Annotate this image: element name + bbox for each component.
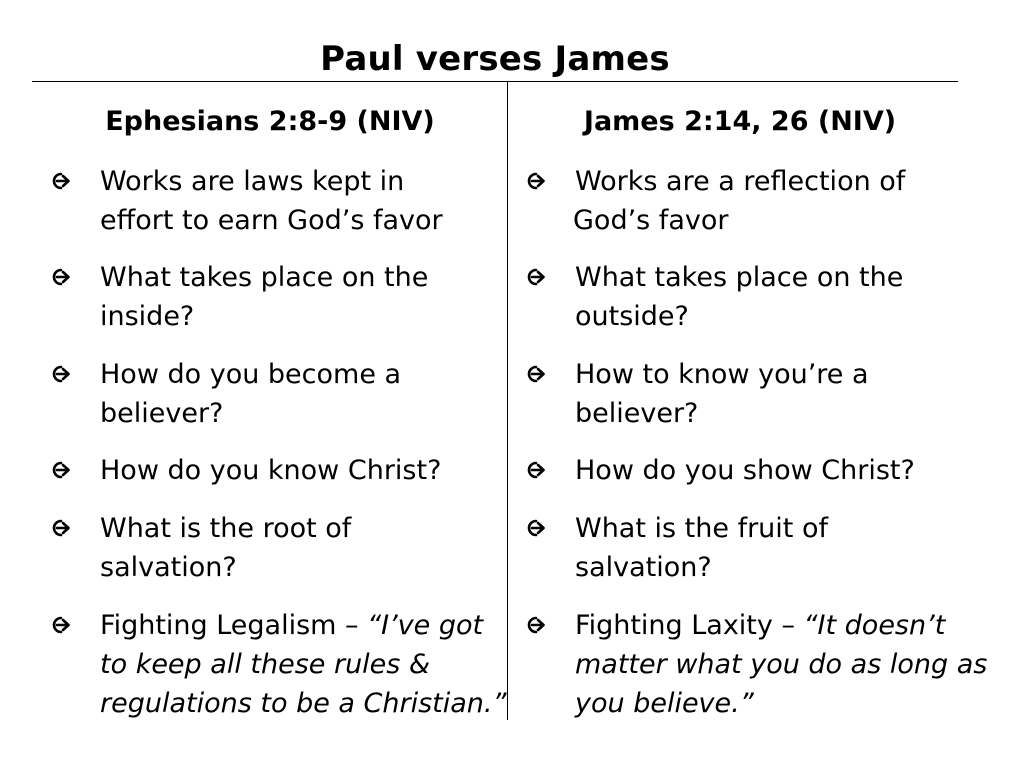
bullet-line	[575, 606, 987, 645]
bullet-line: effort to earn God’s favor	[100, 205, 443, 236]
bullet-line: How do you become a	[100, 359, 402, 390]
bullet-quote: “I’ve got	[367, 610, 484, 641]
left-bullet-1	[52, 162, 443, 240]
right-arrow-icon	[52, 460, 72, 480]
bullet-line: Works are a reflection of	[575, 166, 906, 197]
bullet-line	[575, 645, 987, 684]
bullet-line: How do you show Christ?	[575, 455, 915, 486]
bullet-quote: to keep all these rules &	[100, 649, 430, 680]
right-column-heading: James 2:14, 26 (NIV)	[583, 106, 897, 137]
right-bullet-1	[527, 162, 905, 240]
right-arrow-icon	[527, 460, 547, 480]
bullet-line: What is the root of	[100, 513, 352, 544]
right-arrow-icon	[52, 518, 72, 538]
right-arrow-icon	[527, 171, 547, 191]
page-title: Paul verses James	[320, 39, 670, 79]
bullet-line: God’s favor	[573, 205, 729, 236]
bullet-line: What is the fruit of	[575, 513, 828, 544]
bullet-line: outside?	[575, 301, 689, 332]
bullet-line	[100, 606, 506, 645]
bullet-line	[575, 684, 987, 723]
left-bullet-6	[52, 606, 506, 723]
right-arrow-icon	[527, 267, 547, 287]
bullet-line: salvation?	[100, 552, 237, 583]
right-arrow-icon	[52, 615, 72, 635]
bullet-line: inside?	[100, 301, 195, 332]
right-bullet-3	[527, 355, 869, 433]
bullet-quote: regulations to be a Christian.”	[100, 688, 507, 719]
bullet-line: How to know you’re a	[575, 359, 869, 390]
bullet-line: Works are laws kept in	[100, 166, 405, 197]
bullet-quote: “It doesn’t	[803, 610, 946, 641]
right-bullet-4	[527, 451, 915, 490]
left-bullet-5	[52, 509, 351, 587]
right-arrow-icon	[527, 364, 547, 384]
bullet-line: What takes place on the	[100, 262, 429, 293]
right-arrow-icon	[52, 171, 72, 191]
bullet-line: What takes place on the	[575, 262, 904, 293]
bullet-line: How do you know Christ?	[100, 455, 442, 486]
bullet-line	[100, 684, 506, 723]
bullet-line: believer?	[100, 398, 224, 429]
left-bullet-2	[52, 258, 428, 336]
right-arrow-icon	[527, 615, 547, 635]
bullet-quote: matter what you do as long as	[575, 649, 988, 680]
right-arrow-icon	[52, 364, 72, 384]
right-arrow-icon	[527, 518, 547, 538]
column-divider	[507, 82, 508, 720]
bullet-line	[100, 645, 506, 684]
right-bullet-2	[527, 258, 903, 336]
bullet-line: salvation?	[575, 552, 712, 583]
left-bullet-3	[52, 355, 401, 433]
left-bullet-4	[52, 451, 441, 490]
bullet-lead: Fighting Laxity –	[575, 610, 804, 641]
title-rule	[32, 81, 958, 82]
bullet-quote: you believe.”	[575, 688, 754, 719]
right-arrow-icon	[52, 267, 72, 287]
right-bullet-5	[527, 509, 828, 587]
bullet-line: believer?	[575, 398, 699, 429]
right-bullet-6	[527, 606, 987, 723]
bullet-lead: Fighting Legalism –	[100, 610, 368, 641]
left-column-heading: Ephesians 2:8-9 (NIV)	[105, 106, 435, 137]
